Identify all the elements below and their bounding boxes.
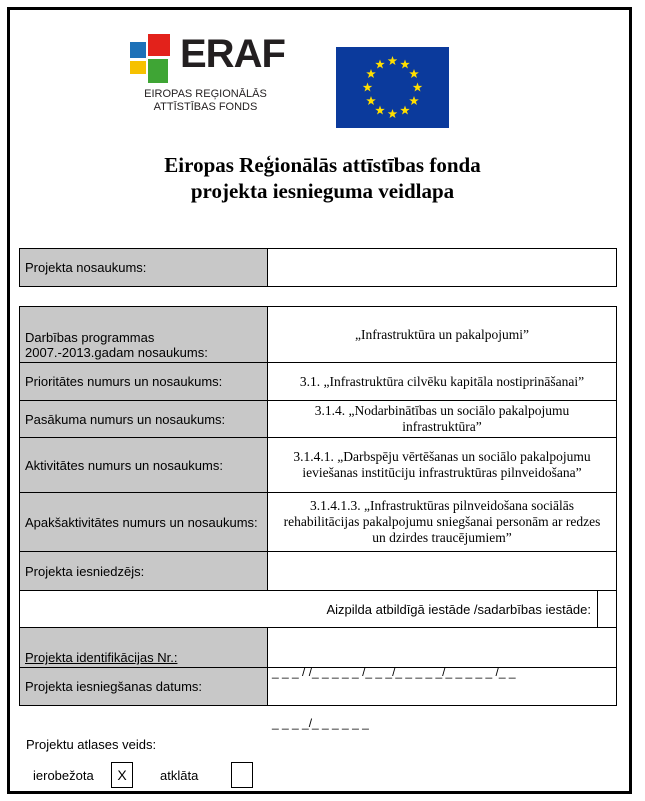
submit-date-label: Projekta iesniegšanas datums: bbox=[20, 668, 268, 705]
activity-value: 3.1.4.1. „Darbspēju vērtēšanas un sociālo pakalpojumu ieviešanas institūciju infrastruktūras pilnveidošana” bbox=[293, 449, 591, 480]
eu-stars-icon bbox=[336, 47, 449, 128]
applicant-label: Projekta iesniedzējs: bbox=[20, 552, 268, 590]
subactivity-label: Apakšaktivitātes numurs un nosaukums: bbox=[20, 493, 268, 551]
eu-flag bbox=[336, 47, 449, 128]
option-open-checkbox[interactable] bbox=[231, 762, 253, 788]
measure-label: Pasākuma numurs un nosaukums: bbox=[20, 401, 268, 437]
priority-value: 3.1. „Infrastruktūra cilvēku kapitāla nostiprināšanai” bbox=[299, 373, 585, 389]
project-name-field[interactable] bbox=[268, 249, 616, 286]
project-name-label: Projekta nosaukums: bbox=[20, 249, 268, 286]
selection-type-label: Projektu atlases veids: bbox=[26, 737, 157, 752]
project-id-field[interactable]: _ _ _ / /_ _ _ _ _ /_ _ _/_ _ _ _ _/_ _ _ _ _ /_ _ _ _ _ _/_ _ _ _ _ _ bbox=[272, 665, 516, 730]
project-id-label: Projekta identifikācijas Nr.: bbox=[20, 628, 268, 667]
option-open-label: atklāta bbox=[160, 768, 199, 783]
eraf-logo bbox=[120, 30, 310, 130]
table-row bbox=[19, 401, 617, 438]
submit-date-field[interactable] bbox=[268, 668, 616, 705]
table-row bbox=[19, 306, 617, 363]
fill-note-row bbox=[19, 591, 617, 628]
priority-label: Prioritātes numurs un nosaukums: bbox=[20, 363, 268, 400]
table-row bbox=[19, 493, 617, 552]
activity-label: Aktivitātes numurs un nosaukums: bbox=[20, 438, 268, 492]
subactivity-value: 3.1.4.1.3. „Infrastruktūras pilnveidošana sociālās rehabilitācijas pakalpojumu sniegšanai personām ar redzes un dzirdes traucējumiem” bbox=[283, 498, 601, 545]
eraf-wordmark: ERAF bbox=[180, 32, 285, 76]
option-limited-checkbox[interactable]: X bbox=[111, 762, 133, 788]
table-row bbox=[19, 552, 617, 591]
table-row bbox=[19, 438, 617, 493]
eraf-subtitle: EIROPAS REĢIONĀLĀS ATTĪSTĪBAS FONDS bbox=[144, 88, 267, 113]
table-row bbox=[19, 363, 617, 401]
option-limited-label: ierobežota bbox=[33, 768, 94, 783]
measure-value: 3.1.4. „Nodarbinātības un sociālo pakalpojumu infrastruktūra” bbox=[314, 403, 570, 434]
page-title: Eiropas Reģionālās attīstības fonda projekta iesnieguma veidlapa bbox=[164, 153, 481, 203]
project-name-row bbox=[19, 248, 617, 287]
applicant-field[interactable] bbox=[268, 552, 616, 590]
fill-note: Aizpilda atbildīgā iestāde /sadarbības iestāde: bbox=[20, 591, 616, 627]
submit-date-row bbox=[19, 668, 617, 706]
program-label: Darbības programmas 2007.-2013.gadam nosaukums: bbox=[20, 307, 268, 362]
program-value: „Infrastruktūra un pakalpojumi” bbox=[355, 326, 529, 342]
